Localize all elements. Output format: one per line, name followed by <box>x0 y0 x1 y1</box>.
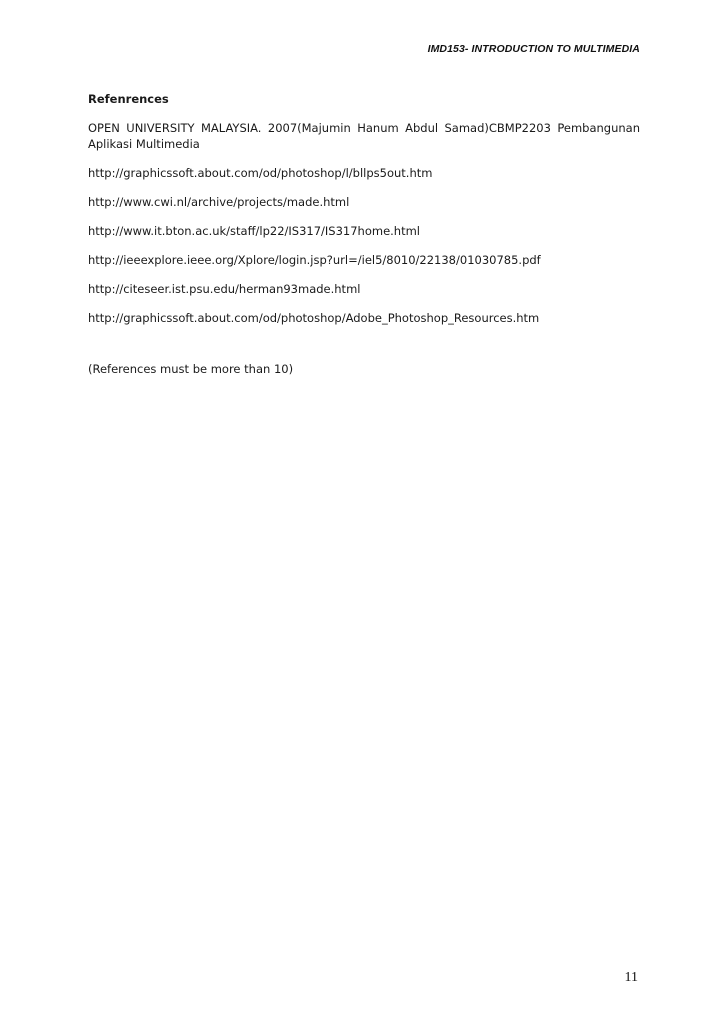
reference-item: http://graphicssoft.about.com/od/photoshop/l/bllps5out.htm <box>88 166 433 180</box>
document-header: IMD153- INTRODUCTION TO MULTIMEDIA <box>427 43 640 55</box>
references-note: (References must be more than 10) <box>88 362 294 376</box>
reference-item: http://citeseer.ist.psu.edu/herman93made.html <box>88 282 361 296</box>
page-number: 11 <box>624 970 638 985</box>
reference-item: http://ieeexplore.ieee.org/Xplore/login.jsp?url=/iel5/8010/22138/01030785.pdf <box>88 253 541 267</box>
references-section <box>88 91 640 377</box>
reference-item: http://graphicssoft.about.com/od/photoshop/Adobe_Photoshop_Resources.htm <box>88 311 540 325</box>
references-heading: Refenrences <box>88 92 169 106</box>
reference-item: http://www.cwi.nl/archive/projects/made.html <box>88 195 350 209</box>
reference-item: http://www.it.bton.ac.uk/staff/lp22/IS317/IS317home.html <box>88 224 421 238</box>
reference-item: OPEN UNIVERSITY MALAYSIA. 2007(Majumin Hanum Abdul Samad)CBMP2203 Pembangunan Aplikasi Multimedia <box>88 121 640 151</box>
